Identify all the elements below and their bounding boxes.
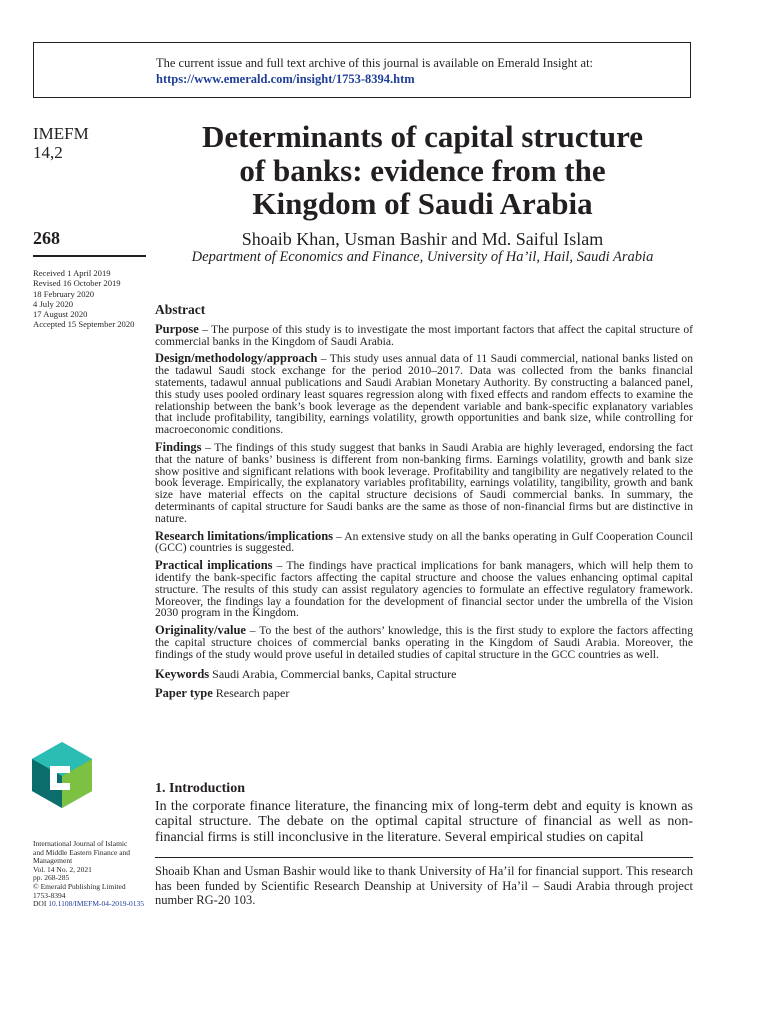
affiliation: Department of Economics and Finance, University of Ha’il, Hail, Saudi Arabia <box>191 249 654 265</box>
history-line: 4 July 2020 <box>33 298 74 309</box>
journal-info-line: 1753-8394 <box>33 890 66 900</box>
article-title <box>150 120 695 221</box>
history-line: Accepted 15 September 2020 <box>33 319 135 330</box>
page-number: 268 <box>33 228 60 248</box>
introduction <box>155 781 693 845</box>
journal-info-line: pp. 268-285 <box>33 873 70 883</box>
title-line: of banks: evidence from the <box>239 152 606 188</box>
abstract-design <box>155 353 693 436</box>
paper-type-label: Paper type <box>155 686 213 701</box>
volume-issue: 14,2 <box>33 143 63 162</box>
doi-label: DOI <box>33 899 47 909</box>
section-heading: 1. Introduction <box>155 781 245 796</box>
history-line: 18 February 2020 <box>33 288 95 299</box>
title-line: Kingdom of Saudi Arabia <box>252 186 593 221</box>
history-line: 17 August 2020 <box>33 309 88 320</box>
abstract-purpose <box>155 321 693 348</box>
history-line: Revised 16 October 2019 <box>33 278 121 289</box>
section-label: Research limitations/implications <box>155 528 334 543</box>
keywords <box>155 666 693 681</box>
crossmark-logo-icon[interactable] <box>30 740 94 810</box>
journal-info-line: © Emerald Publishing Limited <box>33 881 126 891</box>
banner-notice: The current issue and full text archive of this journal is available on Emerald Insight at: <box>156 56 594 70</box>
section-label: Purpose <box>155 321 199 336</box>
doi-link[interactable]: 10.1108/IMEFM-04-2019-0135 <box>48 899 144 909</box>
section-text: – The purpose of this study is to investigate the most important factors that affect the capital structure of commercial banks in the Kingdom of Saudi Arabia. <box>155 322 693 348</box>
section-text: – To the best of the authors’ knowledge, this is the first study to explore the factors affecting the capital structure choices of commercial banks operating in the Kingdom of Saudi Arabia. Moreover, the findings of the study would prove useful in detailed studies of capital structure in the GCC countries as well. <box>155 624 693 661</box>
abstract-practical <box>155 560 693 619</box>
journal-info-line: Management <box>33 856 73 866</box>
section-label: Originality/value <box>155 623 246 638</box>
journal-id <box>33 124 89 162</box>
footnote-rule <box>155 857 693 858</box>
section-label: Design/methodology/approach <box>155 351 318 366</box>
title-line: Determinants of capital structure <box>201 119 644 154</box>
keywords-list: Saudi Arabia, Commercial banks, Capital structure <box>212 666 457 681</box>
footnote: Shoaib Khan and Usman Bashir would like to thank University of Ha’il for financial support. This research has been funded by Scientific Research Deanship at University of Ha’il – Saudi Arabia through project number RG-20 103. <box>155 864 693 907</box>
history-line: Received 1 April 2019 <box>33 268 111 278</box>
paper-type <box>155 688 693 700</box>
keywords-label: Keywords <box>155 666 210 681</box>
abstract-heading: Abstract <box>155 302 206 317</box>
paper-type-value: Research paper <box>215 686 290 701</box>
journal-archive-link[interactable]: https://www.emerald.com/insight/1753-8394.htm <box>156 72 415 86</box>
section-text: – An extensive study on all the banks operating in Gulf Cooperation Council (GCC) countries is suggested. <box>155 529 693 555</box>
abstract-originality <box>155 625 693 660</box>
abstract-findings <box>155 439 693 525</box>
journal-info-line: International Journal of Islamic <box>33 839 128 848</box>
journal-info-line: Vol. 14 No. 2, 2021 <box>33 864 92 874</box>
journal-banner <box>33 42 691 98</box>
journal-info-line: and Middle Eastern Finance and <box>33 847 131 857</box>
submission-history <box>33 268 134 330</box>
section-label: Practical implications <box>155 558 273 573</box>
banner-text <box>156 55 593 87</box>
section-text: – The findings have practical implications for bank managers, which will help them to identify the bank-specific factors affecting the capital structure and choose the values enhancing optimal capital structure. The results of this study can assist regulatory agencies to formulate an effective regulatory framework. Moreover, the findings lay a foundation for the development of financial sector under the umbrella of the Vision 2030 program in the Kingdom. <box>155 559 693 620</box>
intro-text: In the corporate finance literature, the financing mix of long-term debt and equity is known as capital structure. The debate on the optimal capital structure of financial as well as non-financial firms is still inconclusive in the literature. Several empirical studies on capital <box>155 798 693 845</box>
journal-abbrev: IMEFM <box>33 124 89 143</box>
journal-info <box>33 840 153 909</box>
section-text: – This study uses annual data of 11 Saudi commercial, national banks listed on the tadawul Saudi stock exchange for the period 2010–2017. Data was collected from the banks financial statements, tadawul annual publications and Saudi Arabian Monetary Authority. By constructing a balanced panel, this study uses pooled ordinary least squares regression along with fixed effects and random effects to examine the relationship between the bank’s book leverage as the dependent variable and bank-specific explanatory variables that include profitability, tangibility, earnings volatility, growth opportunities and bank size, while controlling for macroeconomic conditions. <box>155 352 693 437</box>
abstract <box>155 304 693 700</box>
section-text: – The findings of this study suggest that banks in Saudi Arabia are highly leveraged, endorsing the fact that the nature of banks’ business is different from non-banking firms. Earnings volatility, growth and bank size show positive and significant relations with book leverage. Profitability and tangibility are negatively related to the book leverage. Empirically, the explanatory variables profitability, earnings volatility, tangibility, growth and bank size have material effects on the capital structure decisions of Saudi commercial banks. In summary, the determinants of capital structure for Saudi banks are the same as those of non-financial firms but are distinctive in nature. <box>155 440 693 525</box>
abstract-limitations <box>155 528 693 555</box>
sidebar-rule <box>33 255 146 257</box>
section-label: Findings <box>155 439 202 454</box>
authors: Shoaib Khan, Usman Bashir and Md. Saiful Islam <box>241 229 604 249</box>
doi-line <box>33 900 153 909</box>
